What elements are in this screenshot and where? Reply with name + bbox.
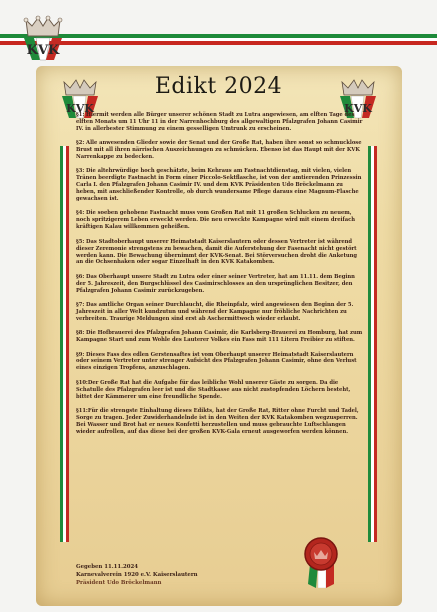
paragraph-10: §10:Der Große Rat hat die Aufgabe für das leibliche Wohl unserer Gäste zu sorgen. Da die Schatulle des Pfalzgrafen leer ist und die Stadtkasse aus nicht zustopfenden Löchern besteht, bittet der Kämmerer um eine freundliche Spende. — [76, 379, 351, 400]
paragraph-3: §3: Die altehrwürdige hoch geschätzte, beim Kehraus am Fastnachtdienstag, mit vielen, vielen Tränen beerdigte Fastnacht in Form einer Piccolo-Sektflasche, ist von der amtierenden Prinzessin Carla I. den Pfalzgrafen Johann Casimir IV. und dem KVK Präsidenten Udo Bröckelmann zu heben, mit anschließender Kontrolle, ob durch wundersame Pflege daraus eine Magnum-Flasche gewachsen ist. — [76, 168, 362, 203]
club-name: Karnevalverein 1920 e.V. Kaiserslautern — [76, 572, 198, 578]
paragraph-2: §2: Alle anwesenden Glieder sowie der Senat und der Große Rat, haben ihre sonst so schmucklose Brust mit all ihren närrischen Auszeichnungen zu schmücken. Ebenso ist das Haupt mit der KVK Narrenkappe zu bedecken. — [76, 140, 362, 161]
signature-block — [76, 563, 256, 587]
logo-text-left: KVK — [66, 102, 94, 115]
paragraph-1: §1: Hiermit werden alle Bürger unserer schönen Stadt zu Lutra angewiesen, am elften Tage des elften Monats um 11 Uhr 11 in der Narrenhochburg des allgewaltigen Pfalzgrafen Johann Casimir IV. in allerbester Stimmung zu einem gesselligen Umtrunk zu erscheinen. — [76, 112, 363, 132]
logo-text: KVK — [26, 43, 60, 58]
paragraph-9: §9: Dieses Fass des edlen Gerstensaftes ist vom Oberhaupt unserer Heimatstadt Kaiserslautern oder seinem Vertreter unter strenger Aufsicht des Pfalzgrafen Johann Casimir, ohne den Verlust eines einzigen Tropfens, anzuschlagen. — [76, 351, 357, 372]
left-stripe-red — [66, 146, 69, 542]
right-stripe-red — [374, 146, 377, 542]
paragraph-6: §6: Das Oberhaupt unsere Stadt zu Lutra oder einer seiner Vertreter, hat am 11.11. dem Beginn der 5. Jahreszeit, den Burgschlüssel des Casimirschlosses an den ursprünglichen Besitzer, den Pfalzgrafen Johann Casimir zurückzugeben. — [76, 273, 355, 294]
paragraph-11: §11:Für die strengste Einhaltung dieses Edikts, hat der Große Rat, Ritter ohne Furcht und Tadel, Sorge zu tragen. Jeder Zuwiderhandelnde ist in den Weiten der KVK Katakomben wegzusperren. Bei Wasser und Brot hat er neues Konfetti herzustellen und muss gebrauchte Luftschlangen wieder aufrollen, auf das diese bei der großen KVK-Gala erneut ausgeworfen werden können. — [76, 408, 359, 435]
paragraph-5: §5: Das Stadtoberhaupt unserer Heimatstadt Kaiserslautern oder dessen Vertreter ist während dieser Zeremonie strengstens zu bewachen, damit die Auferstehung der Fasenacht nicht gestört werden kann. Die Bewachung übernimmt der KVK-Senat. Bei Störversuchen droht die Anketung an die Ochsenhaken oder sogar Einzelhaft in den KVK Katakomben. — [76, 238, 358, 266]
paragraph-8: §8: Die Hofbrauerei des Pfalzgrafen Johann Casimir, die Karlsberg-Brauerei zu Homburg, hat zum Kampagne Start und zum Wohle des Lauterer Volkes ein Fass mit 111 Litern Freibier zu stiften. — [76, 330, 363, 344]
logo-text-right: KVK — [344, 102, 372, 115]
paragraph-7: §7: Das amtliche Organ seiner Durchlaucht, die Rheinpfalz, wird angewiesen den Beginn der 5. Jahreszeit in aller Welt kundzutun und während der Kampagne nur fröhliche Nachrichten zu verbreiten. Traurige Meldungen sind erst ab Aschermittwoch wieder erlaubt. — [76, 302, 354, 322]
issue-date: Gegeben 11.11.2024 — [76, 564, 138, 570]
page-title: Edikt 2024 — [154, 74, 283, 99]
paragraph-4: §4: Die soeben gehobene Fastnacht muss vom Großen Rat mit 11 großen Schlucken zu neuem, noch spritzigerem Leben erweckt werden. Die neu erweckte Kampagne wird mit einem dreifach kräftigen Kalau willkommen geheißen. — [76, 210, 355, 231]
president-signature: Präsident Udo Bröckelmann — [76, 580, 162, 586]
edict-body — [76, 112, 364, 443]
kvk-crest-logo — [18, 14, 68, 64]
wax-seal-icon — [300, 534, 342, 588]
